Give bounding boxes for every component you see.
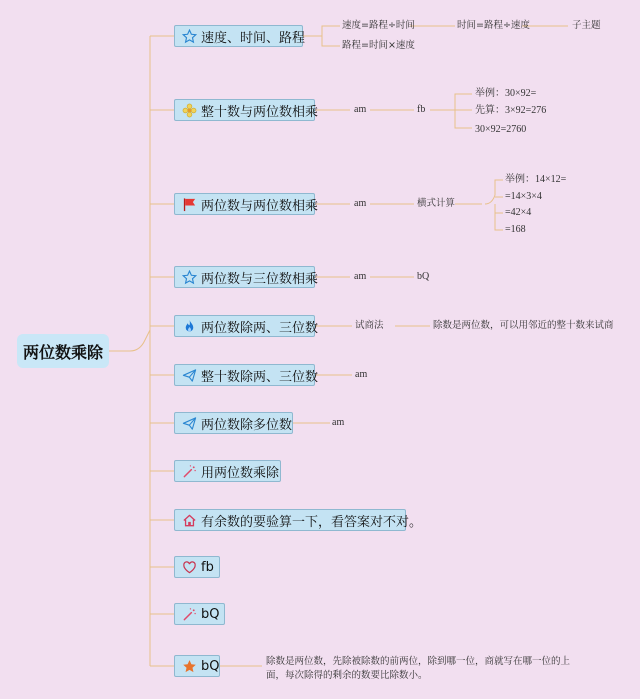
fire-icon: [181, 318, 197, 334]
sub-am[interactable]: am: [354, 198, 367, 209]
sub-trial-quotient-desc[interactable]: 除数是两位数，可以用邻近的整十数来试商: [433, 320, 614, 331]
home-icon: [181, 512, 197, 528]
example-line-2[interactable]: 先算：3×92=276: [475, 105, 547, 116]
topic-label: fb: [201, 559, 214, 575]
heart-icon: [181, 559, 197, 575]
example-line-1[interactable]: 举例：14×12=: [505, 174, 567, 185]
example-line-3[interactable]: =42×4: [505, 207, 532, 218]
example-line-3[interactable]: 30×92=2760: [475, 124, 527, 135]
division-rule-note[interactable]: 除数是两位数，先除被除数的前两位，除到哪一位，商就写在哪一位的上面，每次除得的剩余的数要比除数小。: [266, 656, 571, 681]
topic-two-digit-divide-multi[interactable]: [174, 412, 293, 434]
topic-tens-times-two-digit[interactable]: [174, 99, 319, 121]
topic-tens-divide[interactable]: [174, 364, 319, 386]
root-label: 两位数乘除: [22, 342, 103, 362]
magic-wand-icon: [181, 606, 197, 622]
flower-icon: [181, 102, 197, 118]
paper-plane-icon: [181, 415, 197, 431]
topic-two-digit-times-three-digit[interactable]: [174, 266, 319, 288]
root-topic[interactable]: [17, 334, 109, 368]
topic-label: 有余数的要验算一下，看答案对不对。: [201, 514, 423, 530]
topic-label: 两位数与两位数相乘: [201, 198, 319, 214]
formula-time[interactable]: 时间=路程÷速度: [457, 20, 530, 31]
paper-plane-icon: [181, 367, 197, 383]
magic-wand-icon: [181, 463, 197, 479]
topic-bq-star[interactable]: [174, 655, 220, 677]
topic-label: bQ: [201, 658, 220, 674]
topic-apply-two-digit[interactable]: [174, 460, 281, 482]
red-flag-icon: [181, 196, 197, 212]
sub-am[interactable]: am: [332, 417, 345, 428]
topic-label: 两位数除两、三位数: [201, 320, 319, 336]
sub-trial-quotient[interactable]: 试商法: [355, 320, 384, 331]
example-line-1[interactable]: 举例：30×92=: [475, 88, 537, 99]
topic-verify-remainder[interactable]: [174, 509, 423, 531]
example-line-4[interactable]: =168: [505, 224, 526, 235]
topic-label: 速度、时间、路程: [201, 30, 306, 46]
topic-label: 整十数除两、三位数: [201, 369, 319, 385]
orange-star-icon: [181, 658, 197, 674]
subtopic-placeholder[interactable]: 子主题: [572, 20, 601, 31]
formula-speed[interactable]: 速度=路程÷时间: [342, 20, 415, 31]
topic-bq[interactable]: [174, 603, 225, 625]
topic-fb[interactable]: [174, 556, 220, 578]
topic-label: bQ: [201, 606, 220, 622]
example-line-2[interactable]: =14×3×4: [505, 191, 542, 202]
topic-label: 用两位数乘除: [201, 465, 280, 481]
star-outline-icon: [181, 269, 197, 285]
topic-label: 两位数除多位数: [201, 417, 293, 433]
formula-distance[interactable]: 路程=时间×速度: [342, 40, 415, 51]
sub-am[interactable]: am: [354, 271, 367, 282]
topic-label: 两位数与三位数相乘: [201, 271, 319, 287]
topic-two-digit-times-two-digit[interactable]: [174, 193, 319, 215]
sub-fb[interactable]: fb: [417, 104, 426, 115]
sub-bq[interactable]: bQ: [417, 271, 430, 282]
star-outline-icon: [181, 28, 197, 44]
topic-two-digit-divide[interactable]: [174, 315, 319, 337]
topic-speed-time-distance[interactable]: [174, 25, 306, 47]
sub-am[interactable]: am: [354, 104, 367, 115]
topic-label: 整十数与两位数相乘: [201, 104, 319, 120]
sub-horizontal-calc[interactable]: 横式计算: [417, 198, 456, 209]
sub-am[interactable]: am: [355, 369, 368, 380]
